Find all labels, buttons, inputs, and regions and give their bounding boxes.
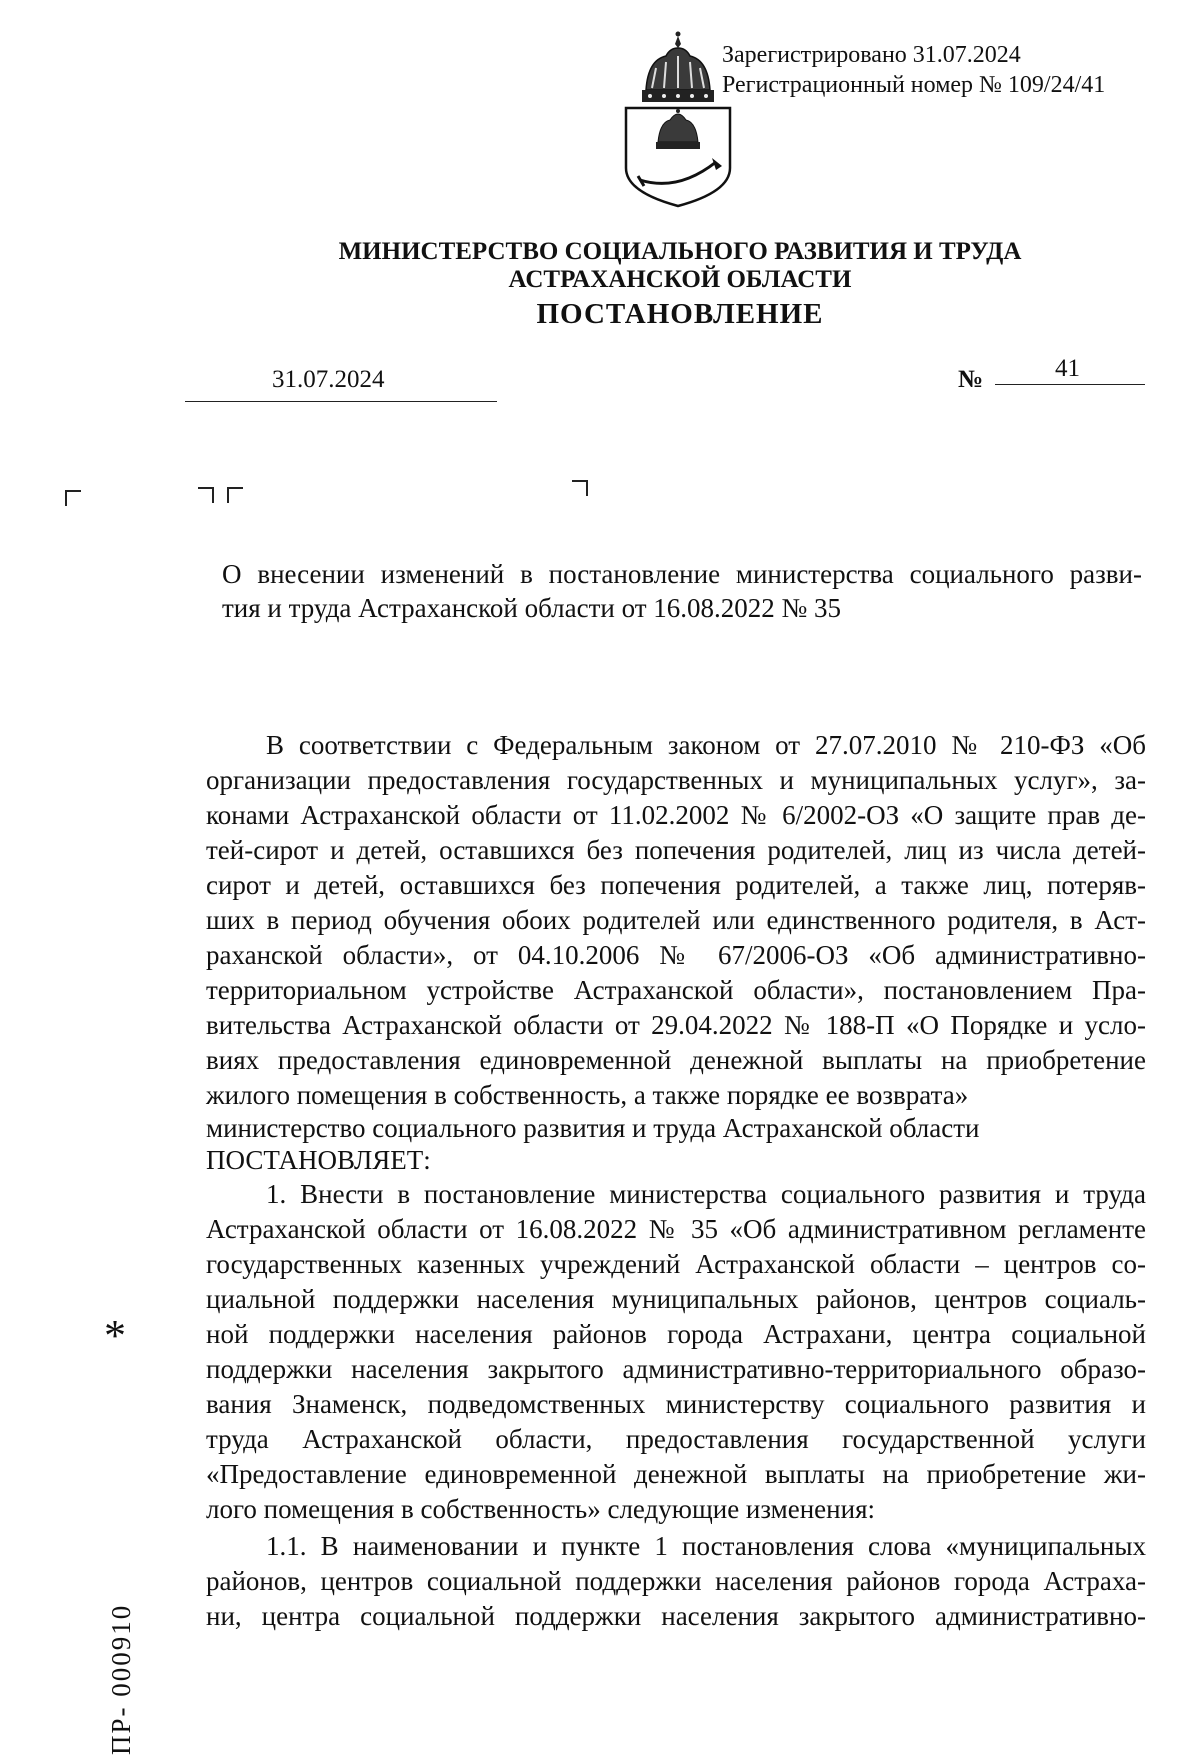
registration-date: Зарегистрировано 31.07.2024 bbox=[722, 42, 1021, 68]
document-number: 41 bbox=[1055, 355, 1080, 382]
body-line: поддержки населения закрытого административно-территориального образо- bbox=[206, 1354, 1146, 1384]
body-line: В соответствии с Федеральным законом от 27.07.2010 № 210-ФЗ «Об bbox=[266, 730, 1146, 760]
corner-mark bbox=[572, 480, 588, 496]
date-underline bbox=[185, 401, 497, 402]
number-underline bbox=[995, 384, 1145, 385]
margin-registration-code bbox=[98, 1590, 158, 1760]
body-line: сирот и детей, оставшихся без попечения родителей, а также лиц, потеряв- bbox=[206, 870, 1146, 900]
body-line: «Предоставление единовременной денежной выплаты на приобретение жи- bbox=[206, 1459, 1146, 1489]
corner-mark bbox=[227, 487, 243, 503]
body-line: 1.1. В наименовании и пункте 1 постановления слова «муниципальных bbox=[266, 1531, 1146, 1561]
document-date: 31.07.2024 bbox=[272, 366, 385, 393]
body-line: виях предоставления единовременной денежной выплаты на приобретение bbox=[206, 1045, 1146, 1075]
body-line: Астраханской области от 16.08.2022 № 35 «Об административном регламенте bbox=[206, 1214, 1146, 1244]
body-line: ших в период обучения обоих родителей или единственного родителя, в Аст- bbox=[206, 905, 1146, 935]
body-line: организации предоставления государственных и муниципальных услуг», за- bbox=[206, 765, 1146, 795]
body-line: вительства Астраханской области от 29.04.2022 № 188-П «О Порядке и усло- bbox=[206, 1010, 1146, 1040]
margin-asterisk: * bbox=[104, 1311, 126, 1360]
margin-code-text: ПР- 000910 bbox=[106, 1603, 136, 1755]
body-line: министерство социального развития и труда Астраханской области bbox=[206, 1113, 980, 1143]
body-line: районов, центров социальной поддержки населения районов города Астраха- bbox=[206, 1566, 1146, 1596]
body-line: тей-сирот и детей, оставшихся без попечения родителей, лиц из числа детей- bbox=[206, 835, 1146, 865]
document-type-title: ПОСТАНОВЛЕНИЕ bbox=[536, 298, 824, 330]
number-sign: № bbox=[958, 366, 984, 393]
body-line: ни, центра социальной поддержки населения закрытого административно- bbox=[206, 1601, 1146, 1631]
body-line: государственных казенных учреждений Астраханской области – центров со- bbox=[206, 1249, 1146, 1279]
corner-mark bbox=[65, 490, 81, 506]
registration-number: Регистрационный номер № 109/24/41 bbox=[722, 72, 1106, 98]
coat-of-arms-emblem bbox=[618, 30, 738, 208]
body-line: ПОСТАНОВЛЯЕТ: bbox=[206, 1145, 431, 1175]
corner-mark bbox=[198, 487, 214, 503]
body-line: циальной поддержки населения муниципальных районов, центров социаль- bbox=[206, 1284, 1146, 1314]
body-line: вания Знаменск, подведомственных министерству социального развития и bbox=[206, 1389, 1146, 1419]
body-line: территориальном устройстве Астраханской области», постановлением Пра- bbox=[206, 975, 1146, 1005]
body-line: конами Астраханской области от 11.02.2002 № 6/2002-ОЗ «О защите прав де- bbox=[206, 800, 1146, 830]
ministry-name-line-1: МИНИСТЕРСТВО СОЦИАЛЬНОГО РАЗВИТИЯ И ТРУДА bbox=[338, 238, 1022, 265]
body-line: ной поддержки населения районов города Астрахани, центра социальной bbox=[206, 1319, 1146, 1349]
body-line: раханской области», от 04.10.2006 № 67/2006-ОЗ «Об административно- bbox=[206, 940, 1146, 970]
subject-line: О внесении изменений в постановление министерства социального разви- bbox=[222, 559, 1142, 589]
body-line: жилого помещения в собственность, а также порядке ее возврата» bbox=[206, 1080, 969, 1110]
subject-line: тия и труда Астраханской области от 16.08.2022 № 35 bbox=[222, 593, 842, 623]
body-line: труда Астраханской области, предоставления государственной услуги bbox=[206, 1424, 1146, 1454]
body-line: 1. Внести в постановление министерства социального развития и труда bbox=[266, 1179, 1146, 1209]
body-line: лого помещения в собственность» следующие изменения: bbox=[206, 1494, 875, 1524]
ministry-name-line-2: АСТРАХАНСКОЙ ОБЛАСТИ bbox=[508, 266, 852, 293]
